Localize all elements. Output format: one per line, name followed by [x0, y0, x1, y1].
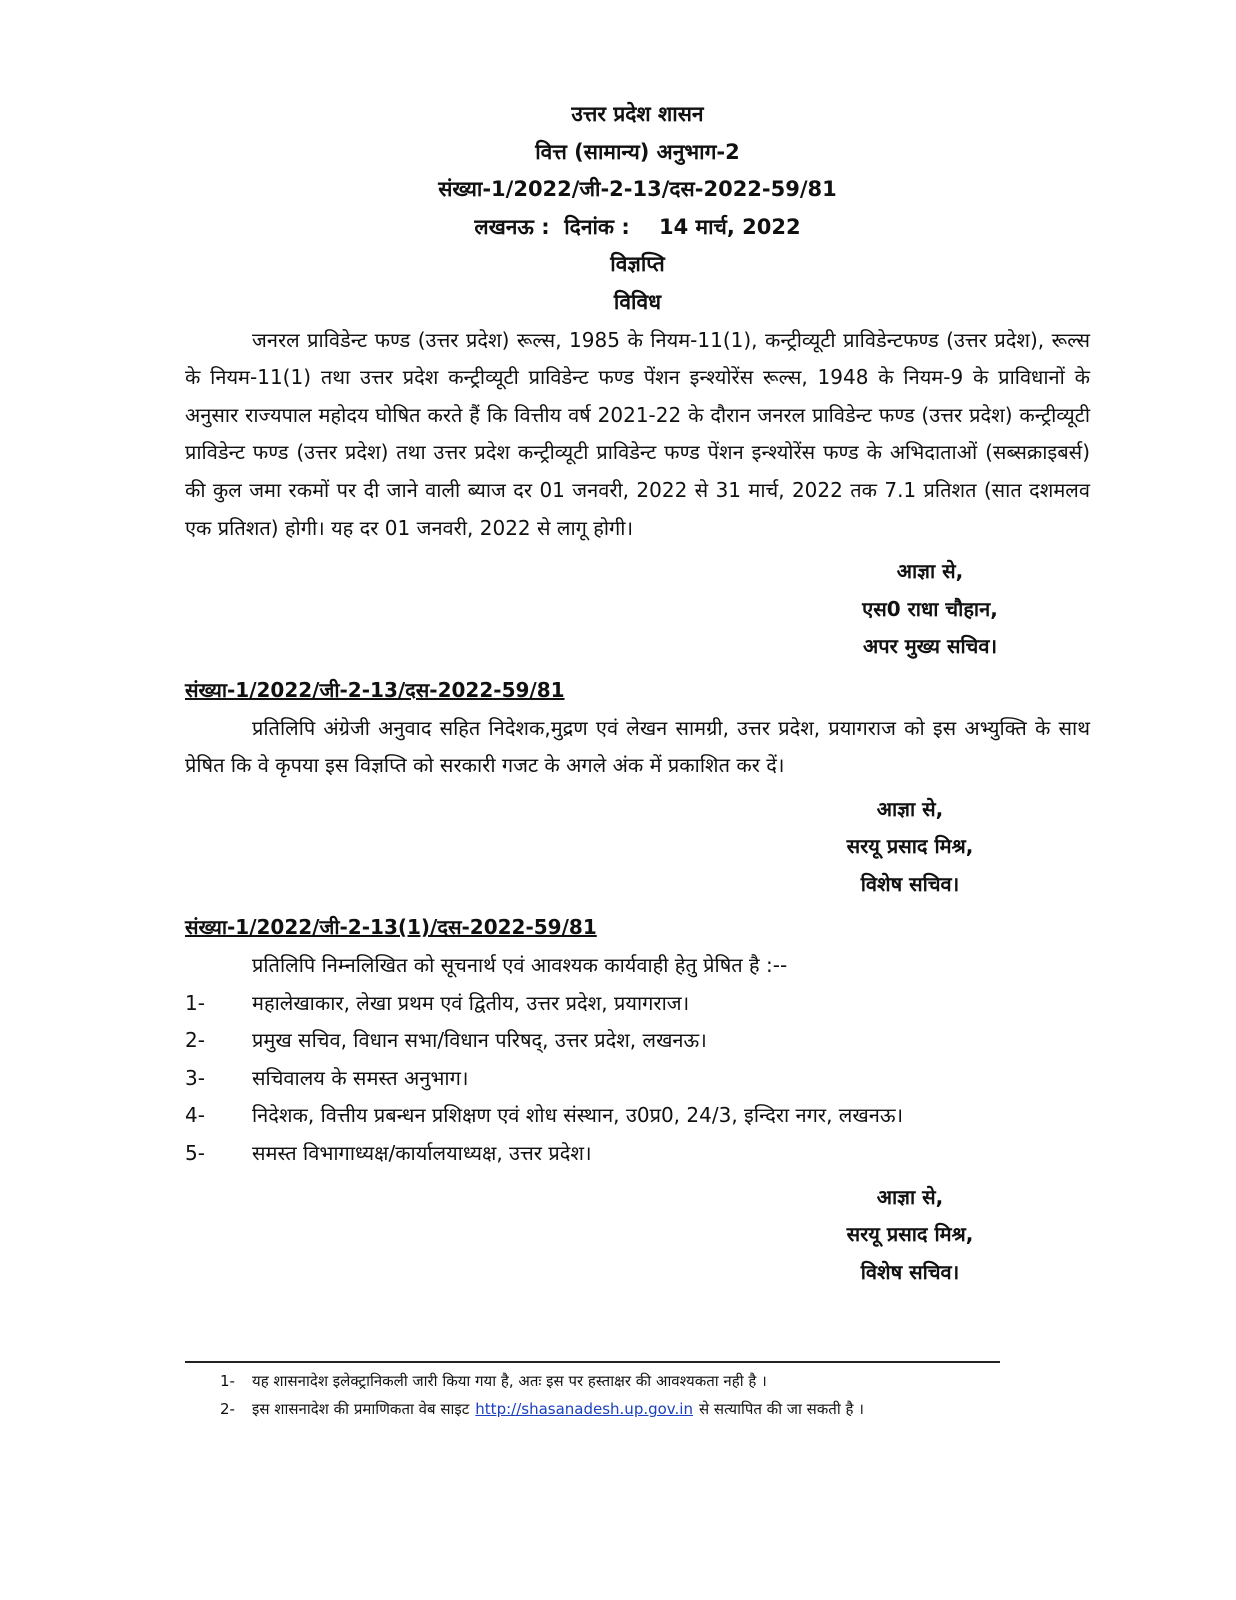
signature-block-2: [790, 791, 1030, 904]
footnote-text: इस शासनादेश की प्रमाणिकता वेब साइट: [252, 1400, 470, 1419]
signature-block-3: [790, 1179, 1030, 1292]
list-item: [185, 1097, 1090, 1135]
copy-ref-1: संख्या-1/2022/जी-2-13/दस-2022-59/81: [185, 677, 565, 702]
signature-order: आज्ञा से,: [876, 796, 944, 821]
signature-name: सरयू प्रसाद मिश्र,: [846, 1222, 974, 1247]
signature-designation: अपर मुख्य सचिव।: [862, 634, 998, 659]
footer-divider: [185, 1361, 1000, 1363]
list-text: प्रमुख सचिव, विधान सभा/विधान परिषद्, उत्तर प्रदेश, लखनऊ।: [252, 1028, 707, 1053]
list-text: महालेखाकार, लेखा प्रथम एवं द्वितीय, उत्तर प्रदेश, प्रयागराज।: [252, 990, 690, 1015]
signature-order: आज्ञा से,: [896, 559, 964, 584]
signature-designation: विशेष सचिव।: [860, 1259, 960, 1284]
list-number: 3-: [185, 1065, 205, 1090]
list-number: 5-: [185, 1141, 205, 1166]
signature-order: आज्ञा से,: [876, 1184, 944, 1209]
govt-name: उत्तर प्रदेश शासन: [571, 102, 704, 126]
copy-text-1: प्रतिलिपि अंग्रेजी अनुवाद सहित निदेशक,मुद्रण एवं लेखन सामग्री, उत्तर प्रदेश, प्रयागराज को इस अभ्युक्ति के साथ प्रेषित कि वे कृपया इस विज्ञप्ति को सरकारी गजट के अगले अंक में प्रकाशित कर दें।: [185, 715, 1090, 778]
list-item: [185, 1022, 1090, 1060]
order-number: संख्या-1/2022/जी-2-13/दस-2022-59/81: [438, 177, 837, 202]
list-number: 2-: [185, 1028, 205, 1053]
place-date: लखनऊ : दिनांक : 14 मार्च, 2022: [474, 214, 801, 239]
list-item: [185, 1135, 1090, 1173]
footnote-1: [185, 1367, 1090, 1395]
footnote-number: 1-: [220, 1372, 235, 1391]
list-text: निदेशक, वित्तीय प्रबन्धन प्रशिक्षण एवं शोध संस्थान, उ0प्र0, 24/3, इन्दिरा नगर, लखनऊ।: [252, 1103, 904, 1128]
signature-name: सरयू प्रसाद मिश्र,: [846, 834, 974, 859]
footnote-number: 2-: [220, 1400, 235, 1419]
verification-link[interactable]: http://shasanadesh.up.gov.in: [475, 1400, 693, 1419]
list-item: [185, 1060, 1090, 1098]
list-text: समस्त विभागाध्यक्ष/कार्यालयाध्यक्ष, उत्तर प्रदेश।: [252, 1141, 592, 1166]
footer: [185, 1361, 1090, 1423]
notification-body: जनरल प्राविडेन्ट फण्ड (उत्तर प्रदेश) रूल्स, 1985 के नियम-11(1), कन्ट्रीव्यूटी प्राविडेन्टफण्ड (उत्तर प्रदेश), रूल्स के नियम-11(1) तथा उत्तर प्रदेश कन्ट्रीव्यूटी प्राविडेन्ट फण्ड पेंशन इन्श्योरेंस रूल्स, 1948 के नियम-9 के प्राविधानों के अनुसार राज्यपाल महोदय घोषित करते हैं कि वित्तीय वर्ष 2021-22 के दौरान जनरल प्राविडेन्ट फण्ड (उत्तर प्रदेश) कन्ट्रीव्यूटी प्राविडेन्ट फण्ड (उत्तर प्रदेश) तथा उत्तर प्रदेश कन्ट्रीव्यूटी प्राविडेन्ट फण्ड पेंशन इन्श्योरेंस फण्ड के अभिदाताओं (सब्सक्राइबर्स) की कुल जमा रकमों पर दी जाने वाली ब्याज दर 01 जनवरी, 2022 से 31 मार्च, 2022 तक 7.1 प्रतिशत (सात दशमलव एक प्रतिशत) होगी। यह दर 01 जनवरी, 2022 से लागू होगी।: [185, 327, 1090, 540]
copy-ref-2: संख्या-1/2022/जी-2-13(1)/दस-2022-59/81: [185, 915, 597, 940]
list-number: 1-: [185, 990, 205, 1015]
list-text: सचिवालय के समस्त अनुभाग।: [252, 1065, 469, 1090]
doc-title: विज्ञप्ति: [610, 252, 665, 277]
footnote-2: [185, 1395, 1090, 1423]
list-number: 4-: [185, 1103, 205, 1128]
doc-subtitle: विविध: [613, 289, 662, 314]
copy-intro-2: प्रतिलिपि निम्नलिखित को सूचनार्थ एवं आवश्यक कार्यवाही हेतु प्रेषित है :--: [252, 953, 788, 978]
department: वित्त (सामान्य) अनुभाग-2: [535, 139, 740, 164]
footnote-text: से सत्यापित की जा सकती है ।: [698, 1400, 864, 1419]
document-page: [185, 0, 1090, 1463]
footnote-text: यह शासनादेश इलेक्ट्रानिकली जारी किया गया है, अतः इस पर हस्ताक्षर की आवश्यकता नही है ।: [252, 1372, 767, 1391]
signature-block-1: [800, 553, 1060, 666]
signature-name: एस0 राधा चौहान,: [862, 596, 998, 621]
list-item: [185, 985, 1090, 1023]
signature-designation: विशेष सचिव।: [860, 871, 960, 896]
